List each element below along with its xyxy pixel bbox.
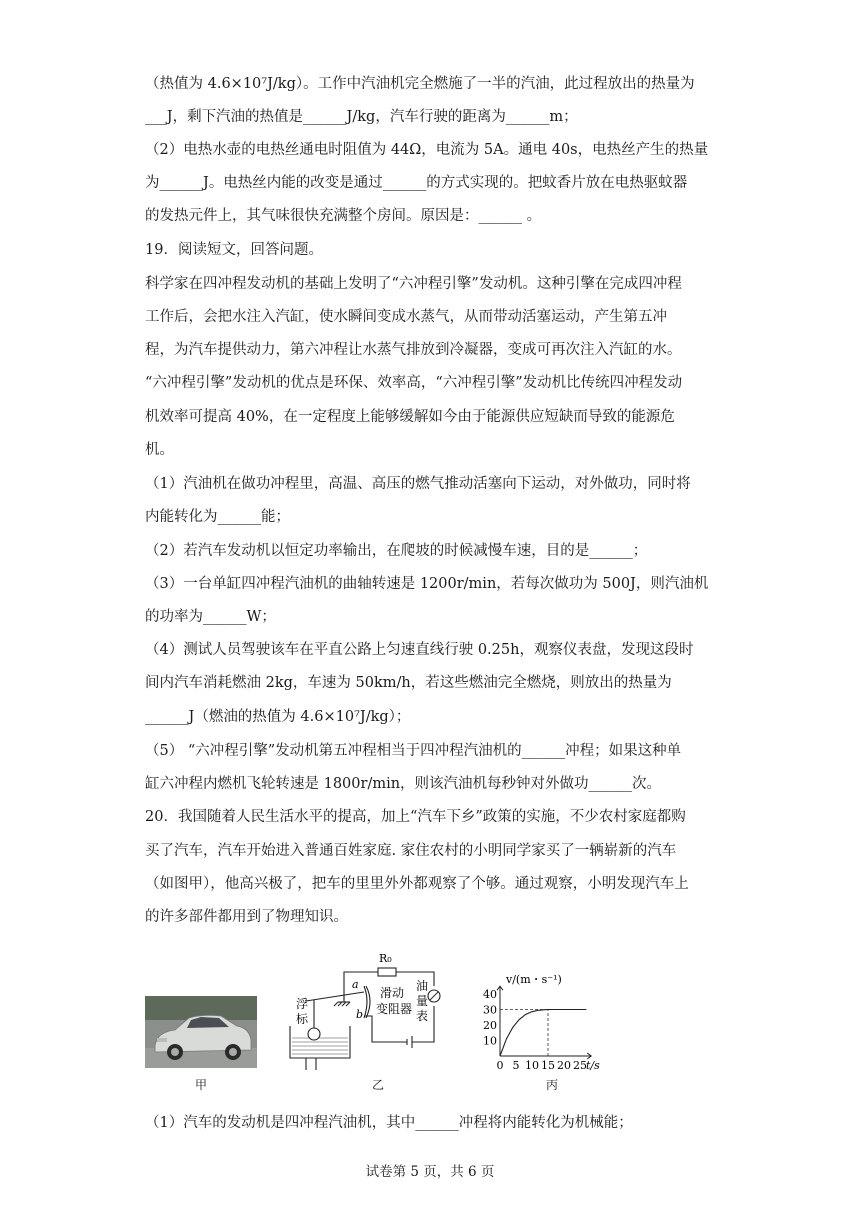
text-line: 买了汽车，汽车开始进入普通百姓家庭. 家住农村的小明同学家买了一辆崭新的汽车 xyxy=(145,843,677,859)
meter-label-2: 量 xyxy=(416,994,429,1008)
text-line: 间内汽车消耗燃油 2kg，车速为 50km/h，若这些燃油完全燃烧，则放出的热量为 xyxy=(145,675,672,691)
figure-jia-caption: 甲 xyxy=(195,1078,208,1092)
text-line: （2）若汽车发动机以恒定功率输出，在爬坡的时候减慢车速，目的是______； xyxy=(145,543,648,559)
text-line: 工作后，会把水注入汽缸，使水瞬间变成水蒸气，从而带动活塞运动，产生第五冲 xyxy=(145,309,667,325)
velocity-curve xyxy=(500,1010,586,1057)
x-tick-label: 25 xyxy=(573,1059,587,1072)
text-line: （热值为 4.6×10⁷J/kg）。工作中汽油机完全燃施了一半的汽油，此过程放出的热量为 xyxy=(145,76,695,92)
text-line: （1）汽油机在做功冲程里，高温、高压的燃气推动活塞向下运动，对外做功，同时将 xyxy=(145,476,691,492)
text-line: 机效率可提高 40%，在一定程度上能够缓解如今由于能源供应短缺而导致的能源危 xyxy=(145,409,675,425)
text-line: ______J（燃油的热值为 4.6×10⁷J/kg）； xyxy=(145,709,411,725)
point-a-label: a xyxy=(352,978,359,991)
figure-yi-caption: 乙 xyxy=(372,1078,385,1092)
velocity-time-chart xyxy=(474,972,624,1076)
page-footer: 试卷第 5 页，共 6 页 xyxy=(365,1164,495,1180)
figure-jia xyxy=(145,996,257,1092)
text-line: 内能转化为______能； xyxy=(145,509,290,525)
fuel-gauge-circuit xyxy=(286,946,466,1076)
y-tick-label: 30 xyxy=(483,1003,497,1017)
text-line: 缸六冲程内燃机飞轮转速是 1800r/min，则该汽油机每秒钟对外做功______次。 xyxy=(145,776,662,792)
rheostat-label-2: 变阻器 xyxy=(376,1002,413,1016)
figure-bing xyxy=(474,972,624,1096)
point-b-label: b xyxy=(356,1008,364,1021)
text-line: 为______J。电热丝内能的改变是通过______的方式实现的。把蚊香片放在电热驱蚊器 xyxy=(145,175,688,191)
float-label-2: 标 xyxy=(296,1012,309,1026)
x-tick-label: 20 xyxy=(557,1059,571,1072)
text-line: 19．阅读短文，回答问题。 xyxy=(145,242,323,258)
r0-label: R₀ xyxy=(379,952,392,965)
text-line: 机。 xyxy=(145,442,174,458)
rheostat-label-1: 滑动 xyxy=(380,986,405,1000)
text-line: 的许多部件都用到了物理知识。 xyxy=(145,909,348,925)
x-tick-label: 0 xyxy=(496,1059,504,1072)
text-line: （2）电热水壶的电热丝通电时阻值为 44Ω，电流为 5A。通电 40s，电热丝产生的热量 xyxy=(145,142,709,158)
text-line: （5） “六冲程引擎”发动机第五冲程相当于四冲程汽油机的______冲程；如果这种单 xyxy=(145,743,682,759)
text-line: 的功率为______W； xyxy=(145,609,276,625)
y-tick-label: 10 xyxy=(483,1034,497,1048)
x-tick-label: 5 xyxy=(512,1059,520,1072)
text-line: “六冲程引擎”发动机的优点是环保、效率高，“六冲程引擎”发动机比传统四冲程发动 xyxy=(145,375,683,391)
y-tick-label: 20 xyxy=(483,1019,497,1032)
y-tick-label: 40 xyxy=(483,988,497,1001)
text-line: 20．我国随着人民生活水平的提高，加上“汽车下乡”政策的实施，不少农村家庭都购 xyxy=(145,809,686,825)
x-tick-label: 15 xyxy=(541,1059,555,1072)
question-20-part-1: （1）汽车的发动机是四冲程汽油机，其中______冲程将内能转化为机械能； xyxy=(145,1115,633,1131)
x-tick-label: 10 xyxy=(525,1059,539,1072)
text-line: （如图甲），他高兴极了，把车的里里外外都观察了个够。通过观察，小明发现汽车上 xyxy=(145,876,689,892)
x-axis-label: t/s xyxy=(586,1059,600,1072)
text-line: 科学家在四冲程发动机的基础上发明了“六冲程引擎”发动机。这种引擎在完成四冲程 xyxy=(145,276,682,292)
car-photo xyxy=(145,996,257,1068)
meter-label-3: 表 xyxy=(416,1009,429,1023)
figure-yi xyxy=(286,946,466,1096)
text-line: （3）一台单缸四冲程汽油机的曲轴转速是 1200r/min，若每次做功为 500J，则汽油机 xyxy=(145,576,709,592)
text-line: 程，为汽车提供动力，第六冲程让水蒸气排放到冷凝器，变成可再次注入汽缸的水。 xyxy=(145,342,682,358)
text-line: （4）测试人员驾驶该车在平直公路上匀速直线行驶 0.25h，观察仪表盘，发现这段时 xyxy=(145,642,694,658)
y-axis-label: v/(m・s⁻¹) xyxy=(506,973,562,986)
meter-label-1: 油 xyxy=(416,979,429,993)
float-label-1: 浮 xyxy=(296,997,309,1011)
text-line: ___J，剩下汽油的热值是______J/kg，汽车行驶的距离为______m； xyxy=(145,109,578,125)
figure-bing-caption: 丙 xyxy=(546,1078,559,1092)
text-line: 的发热元件上，其气味很快充满整个房间。原因是：______ 。 xyxy=(145,208,542,224)
